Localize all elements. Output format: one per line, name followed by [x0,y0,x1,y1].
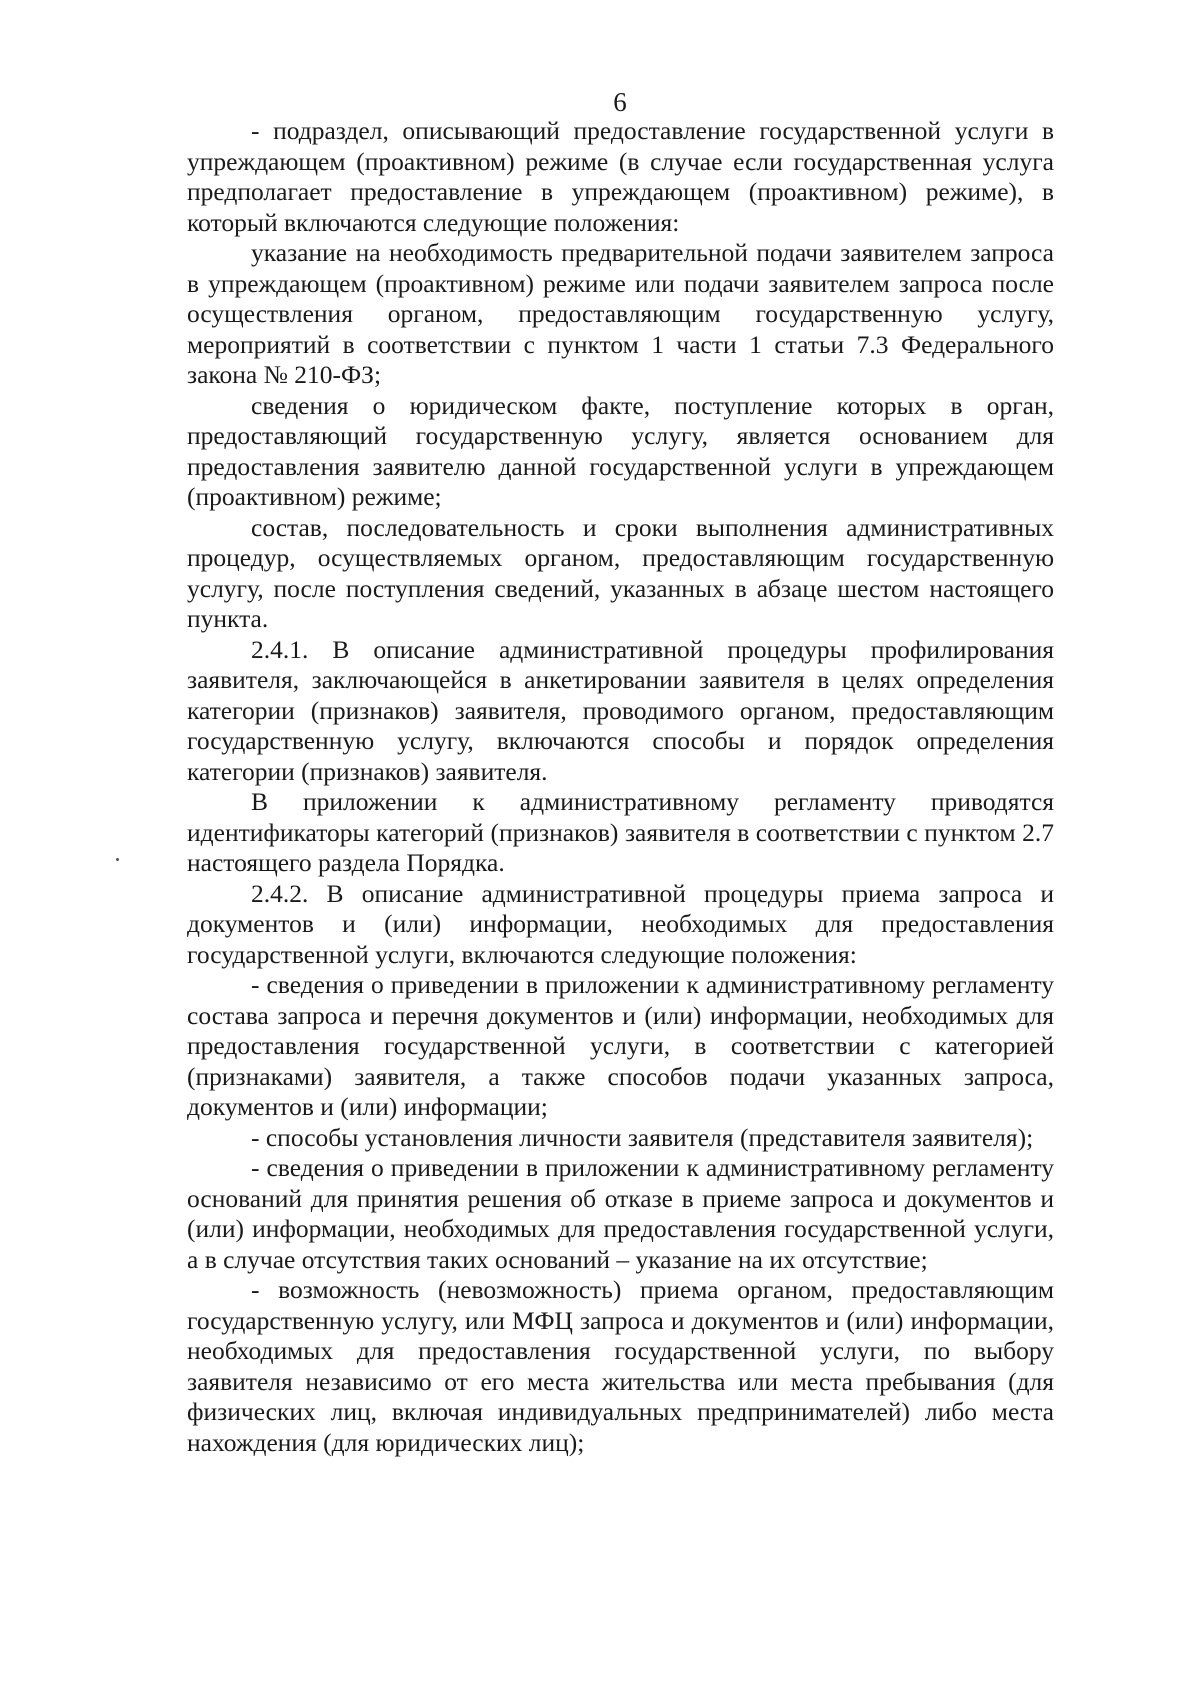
paragraph-proactive-subsection: - подраздел, описывающий предоставление государственной услуги в упреждающем (проактивном) режиме (в случае если государственная услуга предполагает предоставление в упреждающем (проактивном) режиме), в который включаются следующие положения: [187,116,1054,237]
paragraph-identity-methods: - способы установления личности заявителя (представителя заявителя); [251,1122,1034,1152]
page-number: 6 [613,87,627,117]
paragraph-prior-request: указание на необходимость предварительной подачи заявителем запроса в упреждающем (проактивном) режиме или подачи заявителем запроса после осуществления органом, предоставляющим государственную услугу, мероприятий в соответствии с пунктом 1 части 1 статьи 7.3 Федерального закона № 210-ФЗ; [187,238,1054,389]
document-body [187,116,1054,1458]
paragraph-2-4-1: 2.4.1. В описание административной процедуры профилирования заявителя, заключающейся в анкетировании заявителя в целях определения категории (признаков) заявителя, проводимого органом, предоставляющим государственную услугу, включаются способы и порядок определения категории (признаков) заявителя. [187,634,1054,786]
paragraph-extraterritorial: - возможность (невозможность) приема органом, предоставляющим государственную услугу, или МФЦ запроса и документов и (или) информации, необходимых для предоставления государственной услуги, по выбору заявителя независимо от его места жительства или места пребывания (для физических лиц, включая индивидуальных предпринимателей) либо места нахождения (для юридических лиц); [187,1275,1054,1457]
paragraph-refusal-grounds: - сведения о приведении в приложении к административному регламенту оснований для принятия решения об отказе в приеме запроса и документов и (или) информации, необходимых для предоставления государственной услуги, а в случае отсутствия таких оснований – указание на их отсутствие; [187,1153,1054,1274]
scan-speck [116,858,119,861]
paragraph-legal-fact: сведения о юридическом факте, поступление которых в орган, предоставляющий государственную услугу, является основанием для предоставления заявителю данной государственной услуги в упреждающем (проактивном) режиме; [187,390,1054,511]
paragraph-2-4-2: 2.4.2. В описание административной процедуры приема запроса и документов и (или) информации, необходимых для предоставления государственной услуги, включаются следующие положения: [187,878,1054,969]
paragraph-appendix-identifiers: В приложении к административному регламенту приводятся идентификаторы категорий (признаков) заявителя в соответствии с пунктом 2.7 настоящего раздела Порядка. [187,787,1054,877]
paragraph-procedures: состав, последовательность и сроки выполнения административных процедур, осуществляемых органом, предоставляющим государственную услугу, после поступления сведений, указанных в абзаце шестом настоящего пункта. [187,512,1054,633]
paragraph-request-composition: - сведения о приведении в приложении к административному регламенту состава запроса и перечня документов и (или) информации, необходимых для предоставления государственной услуги, в соответствии с категорией (признаками) заявителя, а также способов подачи указанных запроса, документов и (или) информации; [187,970,1054,1121]
